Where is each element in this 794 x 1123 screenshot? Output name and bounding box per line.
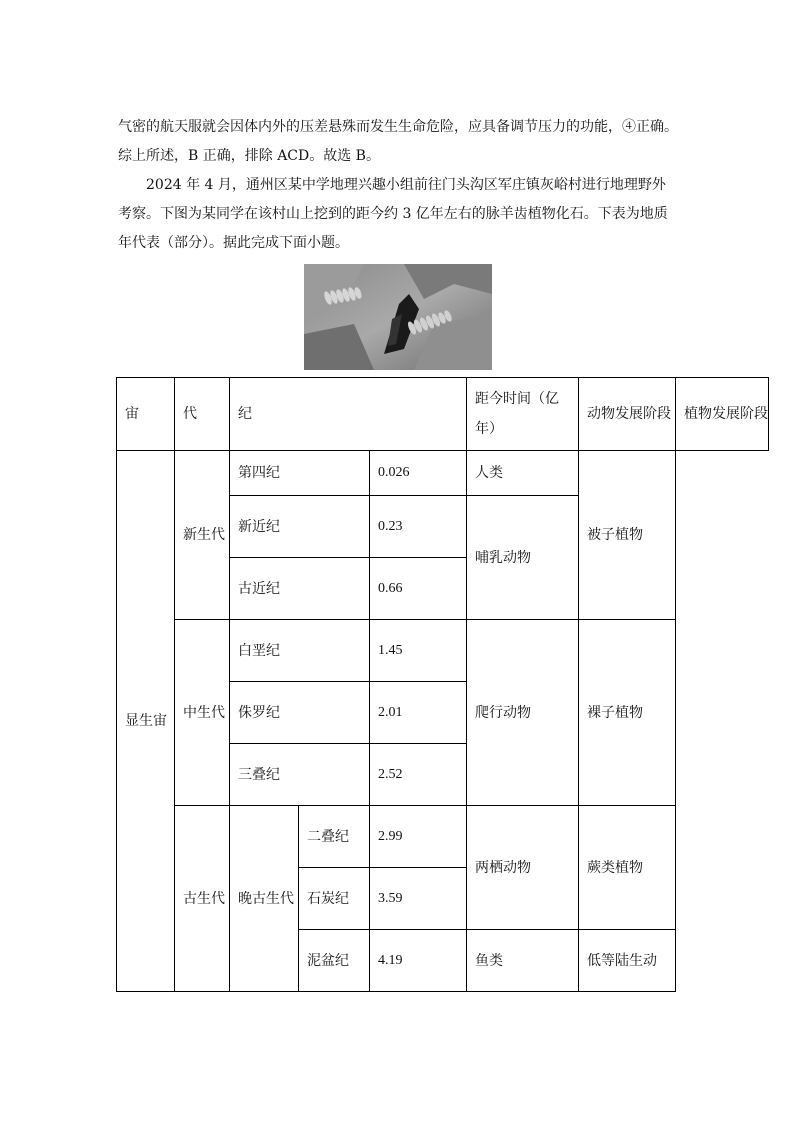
- period-jurassic: 侏罗纪: [230, 682, 370, 744]
- table-row: [117, 806, 769, 868]
- era-paleozoic: 古生代: [175, 806, 230, 992]
- header-eon: 宙: [117, 378, 175, 451]
- animal-humans: 人类: [467, 451, 579, 496]
- period-quaternary: 第四纪: [230, 451, 370, 496]
- eon-phanerozoic: 显生宙: [117, 451, 175, 992]
- period-triassic: 三叠纪: [230, 744, 370, 806]
- period-neogene: 新近纪: [230, 496, 370, 558]
- time-cretaceous: 1.45: [370, 620, 467, 682]
- time-quaternary: 0.026: [370, 451, 467, 496]
- period-cretaceous: 白垩纪: [230, 620, 370, 682]
- header-animal: 动物发展阶段: [579, 378, 676, 451]
- animal-amphibians: 两栖动物: [467, 806, 579, 930]
- period-devonian: 泥盆纪: [299, 930, 370, 992]
- plant-angiosperms: 被子植物: [579, 451, 676, 620]
- header-period: 纪: [230, 378, 467, 451]
- plant-gymnosperms: 裸子植物: [579, 620, 676, 806]
- header-plant: 植物发展阶段: [676, 378, 769, 451]
- header-era: 代: [175, 378, 230, 451]
- fern-fossil-photo: [304, 264, 492, 370]
- paragraph-1: 气密的航天服就会因体内外的压差悬殊而发生生命危险，应具备调节压力的功能，④正确。综上所述，B 正确，排除 ACD。故选 B。: [118, 119, 678, 164]
- header-row: [117, 378, 769, 451]
- sub-era-late-paleozoic: 晚古生代: [230, 806, 299, 992]
- header-time: 距今时间（亿年）: [467, 378, 579, 451]
- period-paleogene: 古近纪: [230, 558, 370, 620]
- time-jurassic: 2.01: [370, 682, 467, 744]
- time-neogene: 0.23: [370, 496, 467, 558]
- time-paleogene: 0.66: [370, 558, 467, 620]
- animal-mammals: 哺乳动物: [467, 496, 579, 620]
- time-carboniferous: 3.59: [370, 868, 467, 930]
- table-row: [117, 620, 769, 682]
- time-permian: 2.99: [370, 806, 467, 868]
- animal-reptiles: 爬行动物: [467, 620, 579, 806]
- plant-ferns: 蕨类植物: [579, 806, 676, 930]
- time-triassic: 2.52: [370, 744, 467, 806]
- era-mesozoic: 中生代: [175, 620, 230, 806]
- animal-fish: 鱼类: [467, 930, 579, 992]
- period-carboniferous: 石炭纪: [299, 868, 370, 930]
- period-permian: 二叠纪: [299, 806, 370, 868]
- era-cenozoic: 新生代: [175, 451, 230, 620]
- plant-low-land: 低等陆生动: [579, 930, 676, 992]
- geologic-time-table: [116, 377, 769, 992]
- paragraph-2: 2024 年 4 月，通州区某中学地理兴趣小组前往门头沟区军庄镇灰峪村进行地理野外考察。下图为某同学在该村山上挖到的距今约 3 亿年左右的脉羊齿植物化石。下表为地质年代表（部分）。据此完成下面小题。: [118, 177, 668, 251]
- time-devonian: 4.19: [370, 930, 467, 992]
- table-row: [117, 451, 769, 496]
